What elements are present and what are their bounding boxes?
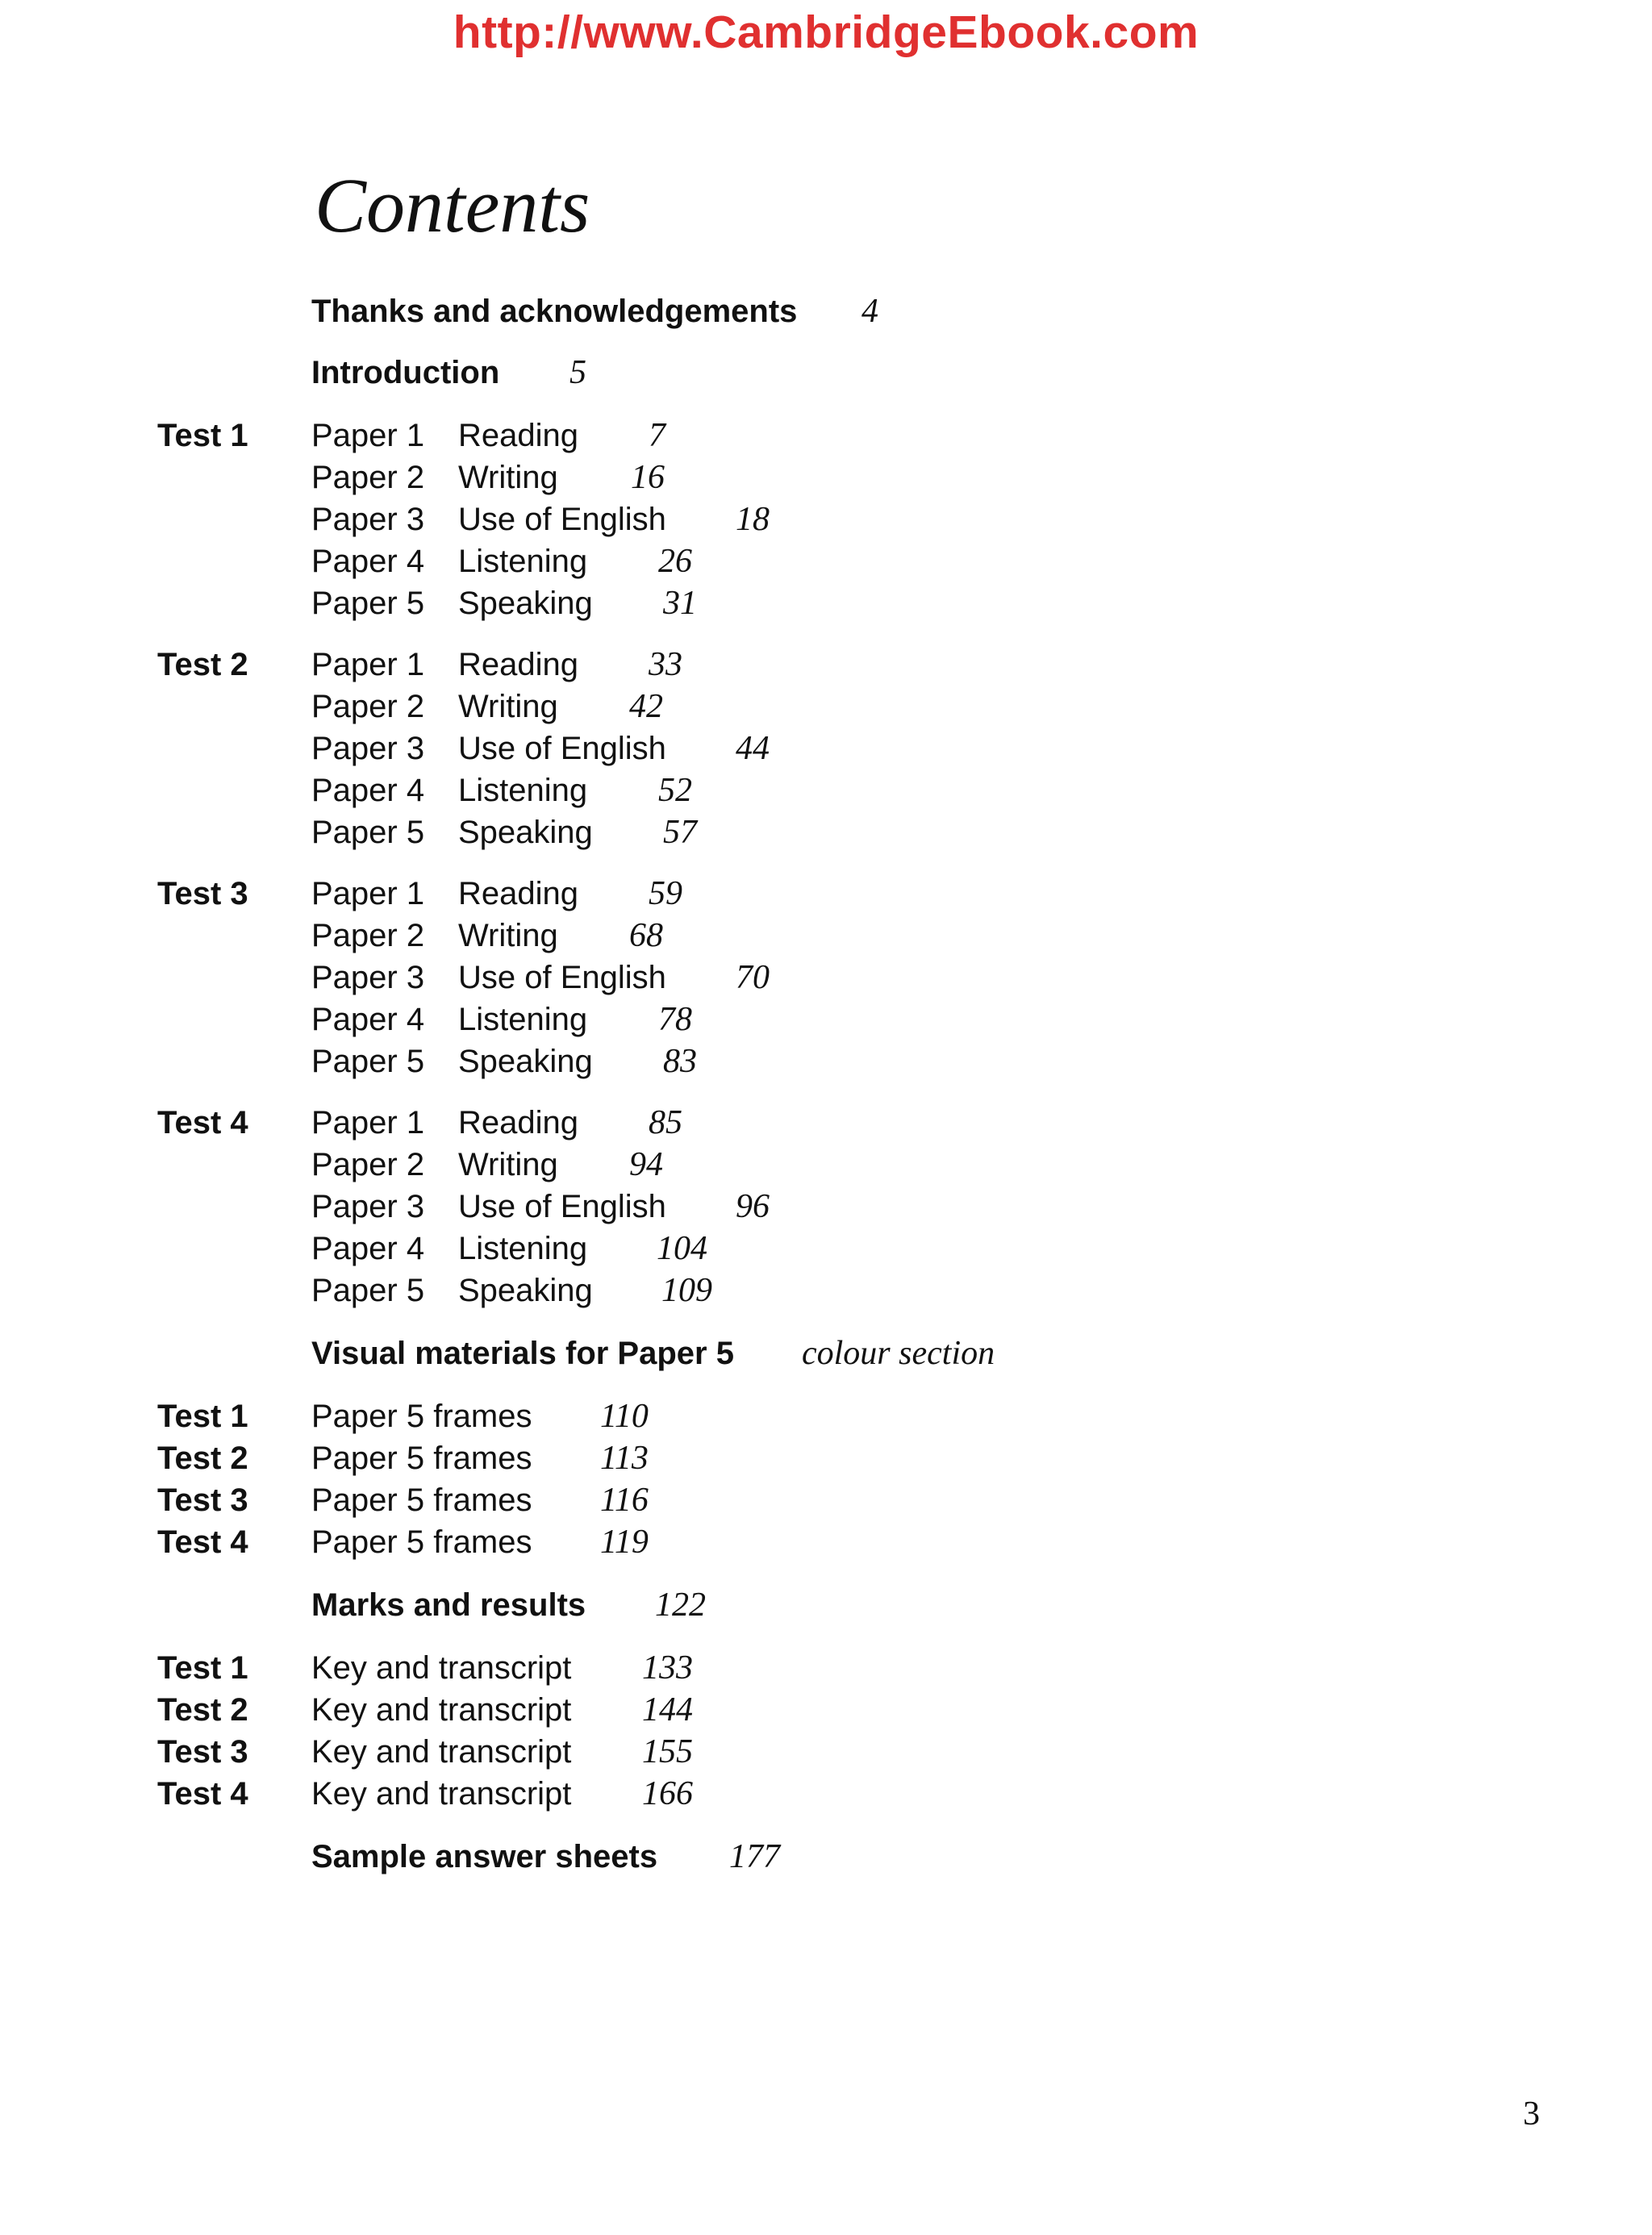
paper-page: 57 [663,814,697,851]
toc-row [0,811,1652,853]
toc-row [0,915,1652,957]
paper-label: Paper 4 [311,1002,425,1037]
paper-label: Paper 2 [311,689,425,724]
toc-row [0,498,1652,540]
toc-row [0,540,1652,582]
paper-name: Speaking [458,1044,593,1079]
paper-label: Paper 1 [311,876,425,911]
toc-row [0,582,1652,624]
paper-name: Writing [458,1147,558,1182]
paper-name: Listening [458,773,588,808]
paper-label: Paper 1 [311,418,425,453]
toc-entry-marks [0,1584,1652,1626]
paper-name: Speaking [458,586,593,621]
test-label: Test 1 [157,1399,248,1434]
entry-page: colour section [802,1335,995,1372]
toc-row [0,769,1652,811]
paper-name: Use of English [458,960,666,995]
paper-page: 85 [649,1104,682,1141]
toc-row [0,457,1652,498]
paper-label: Paper 5 [311,1273,425,1308]
test-label: Test 2 [157,1692,248,1728]
paper-name: Listening [458,1002,588,1037]
entry-label: Marks and results [311,1587,586,1623]
toc-row [0,1040,1652,1082]
test-label: Test 2 [157,1441,248,1476]
paper-name: Reading [458,876,579,911]
entry-label: Visual materials for Paper 5 [311,1336,734,1371]
paper-label: Paper 5 [311,815,425,850]
paper-name: Use of English [458,1189,666,1224]
toc-row [0,1102,1652,1144]
entry-label: Key and transcript [311,1650,572,1686]
toc-row [0,1689,1652,1731]
toc-row [0,957,1652,999]
toc-row [0,999,1652,1040]
entry-label: Introduction [311,355,500,390]
toc-entry-sample-answer-sheets [0,1836,1652,1878]
paper-page: 83 [663,1043,697,1080]
toc-entry-thanks [0,290,1652,332]
paper-name: Listening [458,1231,588,1266]
paper-page: 109 [661,1272,712,1309]
test-label: Test 4 [157,1776,248,1812]
toc-row [0,686,1652,728]
toc-row [0,1773,1652,1815]
toc-row [0,1521,1652,1563]
paper-page: 7 [649,417,665,454]
paper-label: Paper 5 [311,586,425,621]
paper-name: Writing [458,918,558,953]
paper-page: 16 [631,459,665,496]
paper-label: Paper 2 [311,918,425,953]
test-label: Test 1 [157,418,248,453]
test-label: Test 2 [157,647,248,682]
paper-name: Listening [458,544,588,579]
paper-name: Speaking [458,1273,593,1308]
paper-label: Paper 3 [311,731,425,766]
paper-page: 59 [649,875,682,912]
toc-row [0,728,1652,769]
entry-page: 155 [642,1733,693,1770]
entry-page: 177 [729,1838,780,1875]
test-label: Test 4 [157,1105,248,1140]
paper-name: Use of English [458,502,666,537]
entry-label: Key and transcript [311,1734,572,1770]
toc-row [0,1144,1652,1186]
paper-name: Speaking [458,815,593,850]
page-number: 3 [1523,2095,1540,2133]
test-label: Test 3 [157,876,248,911]
paper-page: 42 [629,688,663,725]
entry-page: 113 [600,1440,649,1477]
entry-label: Key and transcript [311,1776,572,1812]
entry-page: 110 [600,1398,649,1435]
paper-label: Paper 1 [311,1105,425,1140]
paper-page: 26 [658,543,692,580]
entry-label: Paper 5 frames [311,1482,532,1518]
paper-page: 96 [736,1188,770,1225]
toc-row [0,1228,1652,1270]
toc-row [0,1647,1652,1689]
paper-name: Writing [458,460,558,495]
test-label: Test 1 [157,1650,248,1686]
entry-label: Paper 5 frames [311,1524,532,1560]
test-label: Test 3 [157,1482,248,1518]
entry-page: 122 [655,1587,706,1624]
paper-label: Paper 4 [311,773,425,808]
paper-name: Reading [458,647,579,682]
page-title: Contents [315,162,590,248]
paper-page: 18 [736,501,770,538]
paper-label: Paper 3 [311,960,425,995]
entry-label: Paper 5 frames [311,1441,532,1476]
toc-row [0,1437,1652,1479]
paper-label: Paper 3 [311,1189,425,1224]
toc-row [0,1731,1652,1773]
entry-page: 5 [569,354,586,391]
paper-name: Use of English [458,731,666,766]
paper-page: 31 [663,585,697,622]
entry-label: Sample answer sheets [311,1839,658,1874]
paper-page: 68 [629,917,663,954]
test-label: Test 4 [157,1524,248,1560]
paper-label: Paper 4 [311,1231,425,1266]
paper-name: Reading [458,418,579,453]
toc-row [0,1479,1652,1521]
paper-label: Paper 2 [311,460,425,495]
paper-page: 44 [736,730,770,767]
paper-page: 33 [649,646,682,683]
toc-row [0,1270,1652,1311]
toc-row [0,1186,1652,1228]
toc-row [0,1395,1652,1437]
entry-page: 144 [642,1691,693,1728]
toc-row [0,644,1652,686]
toc-entry-visual-materials [0,1332,1652,1374]
test-label: Test 3 [157,1734,248,1770]
paper-page: 94 [629,1146,663,1183]
paper-page: 78 [658,1001,692,1038]
entry-label: Paper 5 frames [311,1399,532,1434]
entry-label: Key and transcript [311,1692,572,1728]
paper-label: Paper 3 [311,502,425,537]
paper-name: Writing [458,689,558,724]
paper-page: 70 [736,959,770,996]
toc-row [0,415,1652,457]
paper-page: 104 [657,1230,707,1267]
paper-label: Paper 4 [311,544,425,579]
watermark-url: http://www.CambridgeEbook.com [453,6,1199,58]
toc-row [0,873,1652,915]
paper-name: Reading [458,1105,579,1140]
paper-label: Paper 5 [311,1044,425,1079]
entry-page: 116 [600,1482,649,1519]
paper-label: Paper 1 [311,647,425,682]
entry-page: 133 [642,1649,693,1687]
paper-label: Paper 2 [311,1147,425,1182]
toc-entry-introduction [0,352,1652,394]
entry-page: 166 [642,1775,693,1812]
entry-page: 4 [861,293,878,330]
entry-label: Thanks and acknowledgements [311,294,798,329]
paper-page: 52 [658,772,692,809]
entry-page: 119 [600,1524,649,1561]
